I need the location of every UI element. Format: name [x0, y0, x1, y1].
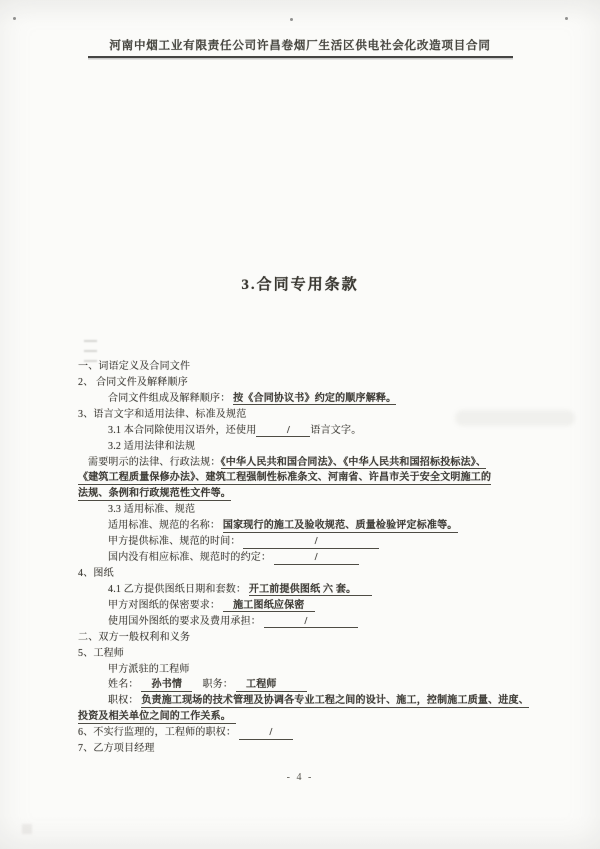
page-number: - 4 -: [286, 772, 314, 783]
line-text: 3.3 适用标准、规范: [108, 504, 196, 516]
filled-blank-text: 《中华人民共和国合同法》、《中华人民共和国招标投标法》、: [220, 456, 487, 468]
document-line: [0, 423, 600, 439]
line-text: 6、不实行监理的，工程师的职权：: [78, 727, 239, 739]
filled-blank-text: 负责施工现场的技术管理及协调各专业工程之间的设计、施工，控制施工质量、进度、: [141, 695, 529, 707]
document-line: [0, 391, 600, 407]
document-line: [0, 598, 600, 614]
line-text: 3.1 本合同除使用汉语外，还使用: [108, 424, 257, 436]
line-text: 姓名：: [108, 679, 142, 691]
document-line: [0, 534, 600, 550]
document-line: [0, 502, 600, 518]
filled-blank-text: /: [238, 727, 293, 739]
document-line: [0, 359, 600, 375]
line-text: 国内没有相应标准、规范时的约定：: [108, 552, 274, 564]
filled-blank-text: 工程师: [235, 679, 308, 691]
filled-blank-text: 开工前提供图纸 六 套。: [248, 583, 372, 595]
line-text: 二、双方一般权利和义务: [78, 631, 191, 643]
filled-blank-text: /: [243, 536, 379, 548]
document-line: [0, 725, 600, 741]
line-text: 5、工程师: [78, 647, 124, 659]
document-line: [0, 662, 600, 678]
line-text: 适用标准、规范的名称：: [108, 520, 223, 532]
document-line: [0, 693, 600, 709]
filled-blank-text: /: [273, 552, 359, 564]
line-text: 使用国外图纸的要求及费用承担：: [108, 615, 264, 627]
document-line: [0, 582, 600, 598]
filled-blank-text: /: [263, 615, 359, 627]
line-text: 一、词语定义及合同文件: [78, 361, 191, 372]
section-title: 3.合同专用条款: [241, 277, 359, 293]
line-text: 语言文字。: [310, 424, 362, 436]
document-line: [0, 709, 600, 725]
document-line: [0, 470, 600, 486]
document-line: [0, 375, 600, 391]
document-header-title: 河南中烟工业有限责任公司许昌卷烟厂生活区供电社会化改造项目合同: [109, 40, 491, 52]
line-text: 甲方提供标准、规范的时间：: [108, 536, 244, 548]
document-line: [0, 486, 600, 502]
line-text: 4.1 乙方提供图纸日期和套数：: [108, 583, 249, 595]
filled-blank-text: /: [256, 424, 311, 436]
document-line: [0, 630, 600, 646]
registration-dot: [13, 17, 16, 20]
line-text: 甲方对图纸的保密要求：: [108, 599, 223, 611]
registration-dot: [565, 17, 568, 20]
line-text: 甲方派驻的工程师: [108, 663, 190, 675]
filled-blank-text: 国家现行的施工及验收规范、质量检验评定标准等。: [222, 520, 458, 532]
document-line: [0, 677, 600, 693]
header-divider: [88, 56, 513, 58]
filled-blank-text: 孙书情: [141, 679, 193, 691]
document-line: [0, 614, 600, 630]
document-line: [0, 518, 600, 534]
document-line: [0, 566, 600, 582]
document-line: [0, 439, 600, 455]
line-text: 合同文件组成及解释顺序：: [108, 392, 234, 404]
line-text: 3.2 适用法律和法规: [108, 440, 196, 452]
scan-smudge: [22, 824, 32, 834]
line-text: 3、语言文字和适用法律、标准及规范: [78, 408, 247, 420]
document-line: [0, 550, 600, 566]
document-line: [0, 646, 600, 662]
registration-dot: [290, 18, 293, 21]
filled-blank-text: 《建筑工程质量保修办法》、建筑工程强制性标准条文、河南省、许昌市关于安全文明施工的: [78, 472, 492, 484]
line-text: 4、图纸: [78, 567, 114, 579]
filled-blank-text: 法规、条例和行政规范性文件等。: [78, 488, 231, 500]
document-line: [0, 407, 600, 423]
document-line: [0, 741, 600, 757]
line-text: 7、乙方项目经理: [78, 743, 155, 755]
line-text: 职权：: [108, 695, 142, 707]
filled-blank-text: 投资及相关单位之间的工作关系。: [78, 711, 237, 723]
line-text: 职务：: [192, 679, 236, 691]
document-line: [0, 455, 600, 471]
line-text: 需要明示的法律、行政法规：: [88, 456, 221, 468]
document-body: [0, 359, 600, 757]
filled-blank-text: 按《合同协议书》约定的顺序解释。: [233, 392, 397, 404]
filled-blank-text: 施工图纸应保密: [222, 599, 315, 611]
line-text: 2、 合同文件及解释顺序: [78, 376, 188, 388]
